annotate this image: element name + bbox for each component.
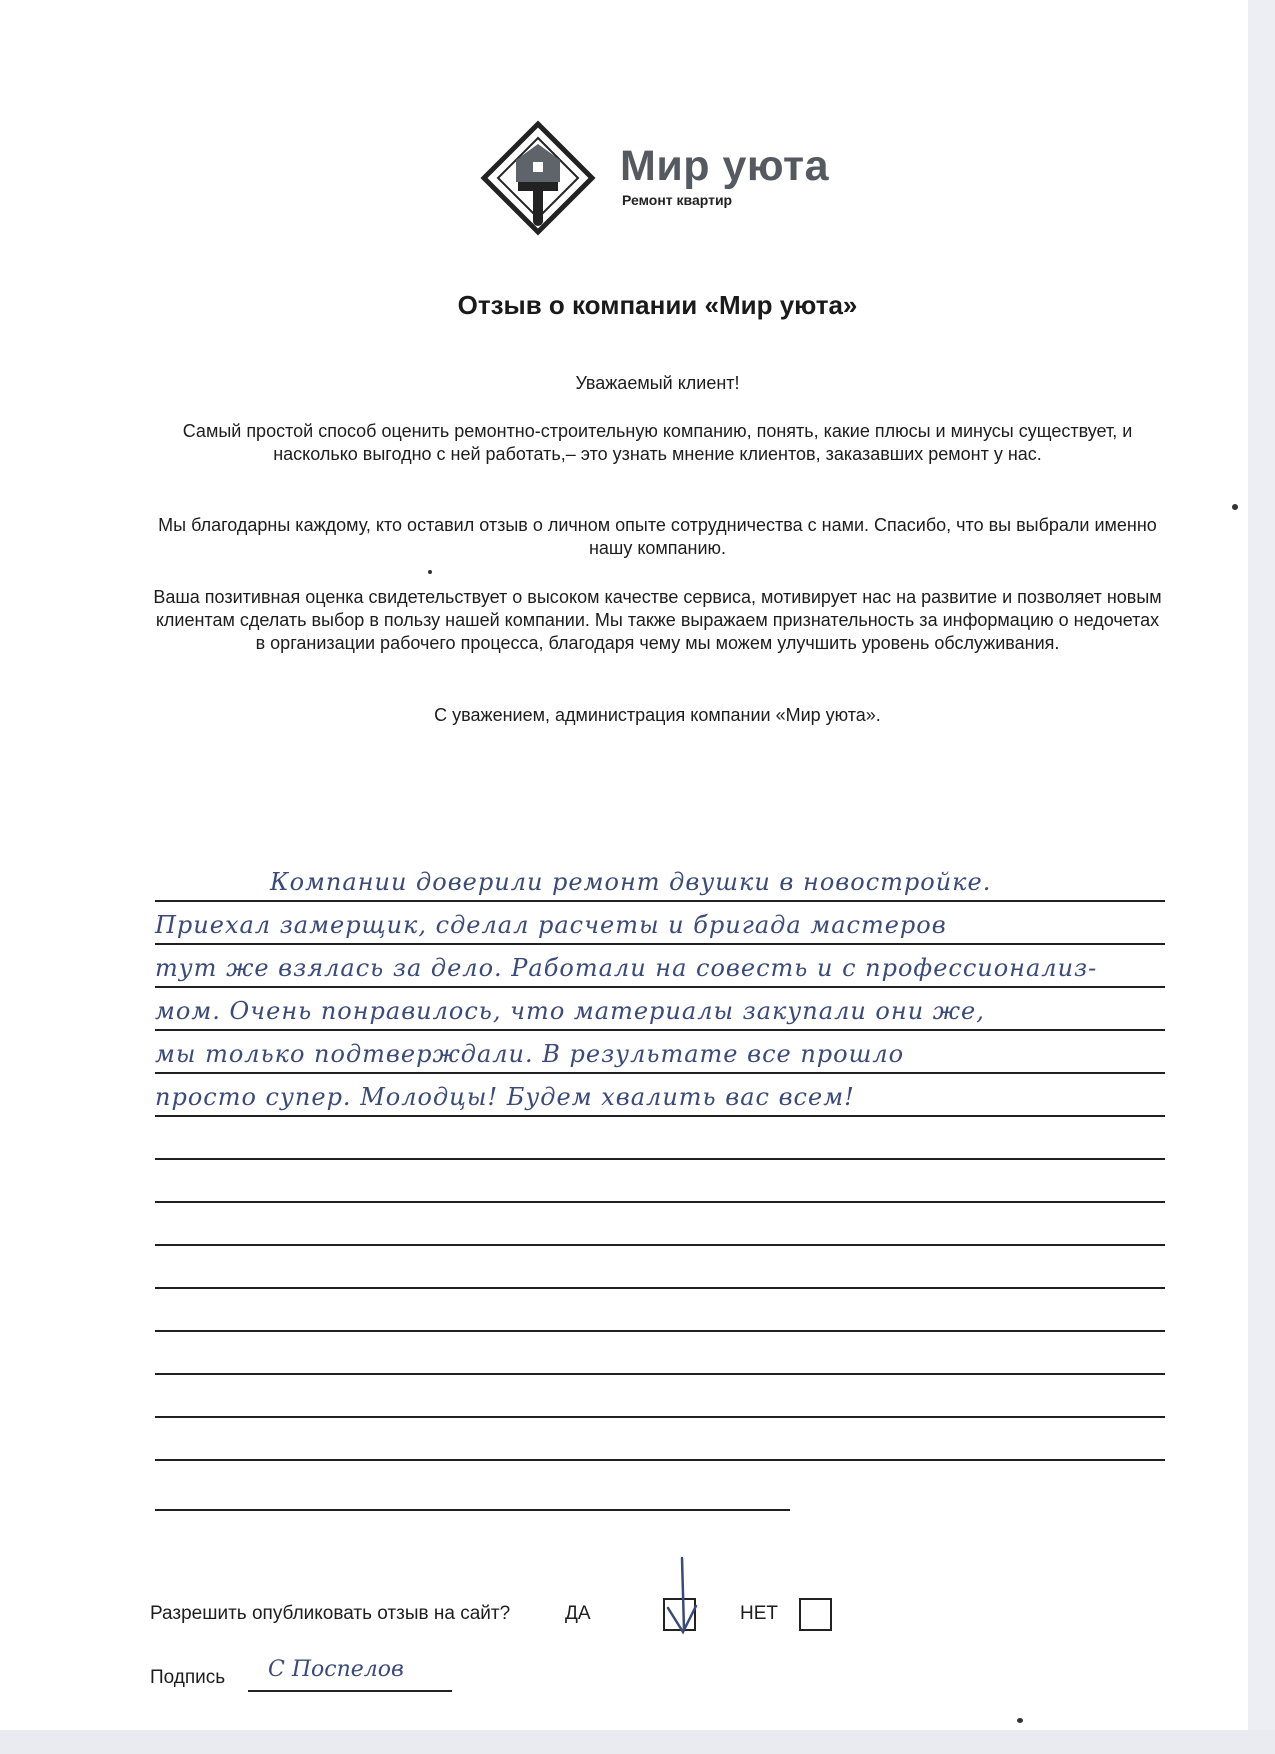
signature-label: Подпись <box>150 1667 226 1688</box>
review-text-line: просто супер. Молодцы! Будем хвалить вас всем! <box>155 1083 855 1111</box>
review-line <box>155 1459 1165 1461</box>
scan-speck <box>428 570 432 574</box>
house-brush-diamond-icon <box>480 120 600 236</box>
review-line <box>155 986 1165 988</box>
page-title: Отзыв о компании «Мир уюта» <box>457 290 858 320</box>
review-line <box>155 1330 1165 1332</box>
letter-paragraph-1: Самый простой способ оценить ремонтно-строительную компанию, понять, какие плюсы и минусы существует, и насколько выгодно с ней работать,– это узнать мнение клиентов, заказавших ремонт у нас. <box>182 421 1133 464</box>
signature-line <box>248 1690 452 1692</box>
review-line <box>155 1373 1165 1375</box>
review-line <box>155 1115 1165 1117</box>
scan-speck <box>1017 1718 1023 1723</box>
signature-handwritten: С Поспелов <box>268 1657 404 1682</box>
company-logo <box>480 120 840 236</box>
scan-edge-bottom <box>0 1730 1275 1754</box>
brand-name: Мир уюта <box>620 142 830 190</box>
checkmark-icon <box>660 1556 710 1636</box>
review-line <box>155 943 1165 945</box>
review-line <box>155 900 1165 902</box>
scan-edge-right <box>1248 0 1275 1754</box>
publish-no-label: НЕТ <box>740 1603 778 1624</box>
review-line <box>155 1158 1165 1160</box>
publish-yes-label: ДА <box>565 1603 591 1624</box>
review-line <box>155 1416 1165 1418</box>
publish-no-checkbox[interactable] <box>799 1598 832 1631</box>
review-line <box>155 1509 790 1511</box>
review-line <box>155 1287 1165 1289</box>
letter-greeting: Уважаемый клиент! <box>575 373 740 393</box>
scan-speck <box>1232 504 1238 510</box>
brand-tagline: Ремонт квартир <box>622 192 733 208</box>
review-text-line: Компании доверили ремонт двушки в новостройке. <box>270 868 992 896</box>
letter-paragraph-3: Ваша позитивная оценка свидетельствует о высоком качестве сервиса, мотивирует нас на развитие и позволяет новым клиентам сделать выбор в пользу нашей компании. Мы также выражаем признательность за информацию о недочетах в организации рабочего процесса, благодаря чему мы можем улучшить уровень обслуживания. <box>153 587 1162 653</box>
review-text-line: мы только подтверждали. В результате все прошло <box>155 1040 905 1068</box>
review-line <box>155 1244 1165 1246</box>
letter-closing: С уважением, администрация компании «Мир уюта». <box>434 705 881 725</box>
review-line <box>155 1072 1165 1074</box>
review-line <box>155 1201 1165 1203</box>
review-text-line: тут же взялась за дело. Работали на совесть и с профессионализ- <box>155 954 1098 982</box>
letter-paragraph-2: Мы благодарны каждому, кто оставил отзыв о личном опыте сотрудничества с нами. Спасибо, что вы выбрали именно нашу компанию. <box>158 515 1157 558</box>
review-text-line: Приехал замерщик, сделал расчеты и бригада мастеров <box>155 911 947 939</box>
publish-question: Разрешить опубликовать отзыв на сайт? <box>150 1603 511 1624</box>
review-text-line: мом. Очень понравилось, что материалы закупали они же, <box>155 997 985 1025</box>
review-line <box>155 1029 1165 1031</box>
